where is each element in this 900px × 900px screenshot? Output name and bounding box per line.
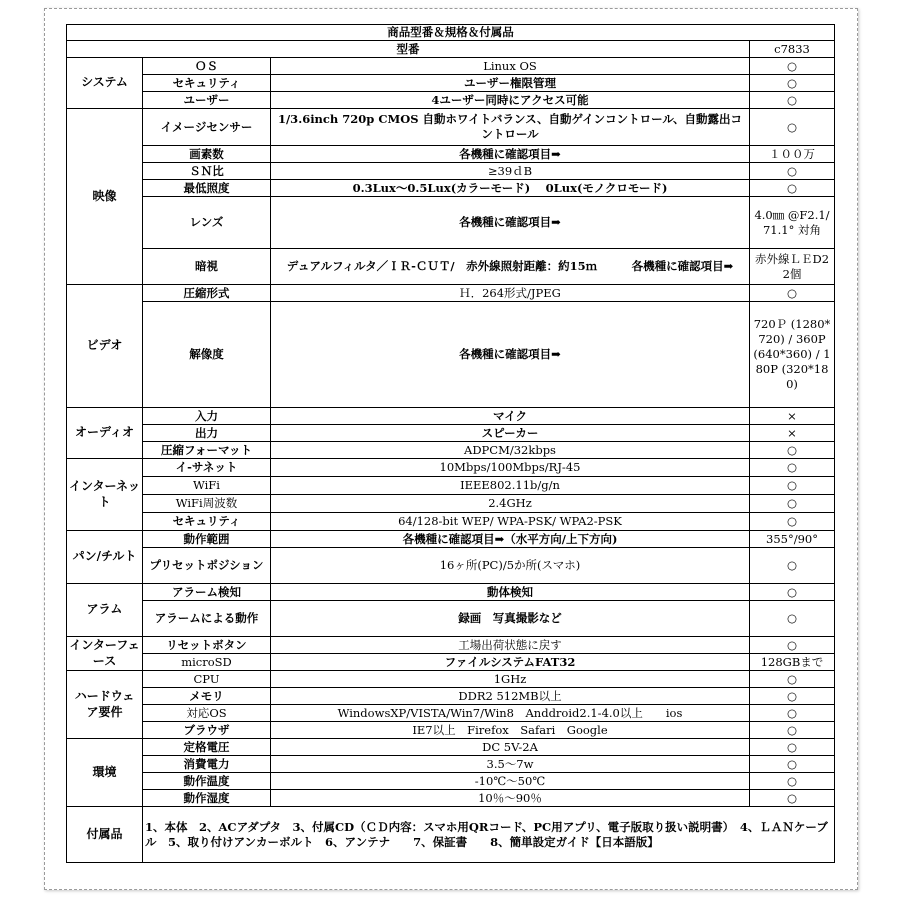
row-value: × (750, 425, 835, 442)
row-label: リセットボタン (143, 637, 271, 654)
row-label: イメージセンサー (143, 109, 271, 146)
row-value: ○ (750, 601, 835, 637)
row-spec: 2.4GHz (271, 495, 750, 513)
row-value: ○ (750, 790, 835, 807)
row-value: ○ (750, 58, 835, 75)
row-label: レンズ (143, 197, 271, 249)
table-row (67, 425, 835, 442)
row-spec: 各機種に確認項目➡ (271, 302, 750, 408)
row-value: 355°/90° (750, 531, 835, 548)
row-label: 圧縮形式 (143, 285, 271, 302)
row-value: １００万 (750, 146, 835, 163)
table-row (67, 773, 835, 790)
row-spec: DC 5V-2A (271, 739, 750, 756)
row-label: セキュリティ (143, 513, 271, 531)
row-value: ○ (750, 285, 835, 302)
row-value: ○ (750, 92, 835, 109)
table-title-row (67, 25, 835, 41)
row-spec: 10Mbps/100Mbps/RJ-45 (271, 459, 750, 477)
row-label: メモリ (143, 688, 271, 705)
row-label: イ-サネット (143, 459, 271, 477)
row-value: ○ (750, 739, 835, 756)
spec-table (66, 24, 835, 863)
table-row (67, 408, 835, 425)
row-label: CPU (143, 671, 271, 688)
row-spec: 4ユーザー同時にアクセス可能 (271, 92, 750, 109)
table-row (67, 671, 835, 688)
row-label: WiFi周波数 (143, 495, 271, 513)
row-spec: 3.5～7w (271, 756, 750, 773)
category-system: システム (67, 58, 143, 109)
table-title: 商品型番＆規格＆付属品 (67, 25, 835, 41)
table-row (67, 739, 835, 756)
accessories-text: 1、本体 2、ACアダプタ 3、付属CD（ＣＤ内容：スマホ用QRコード、PC用アプリ、電子版取り扱い説明書） 4、ＬＡＮケーブル 5、取り付けアンカーボルト 6、アンテナ 7、保証書 8、簡単設定ガイド【日本語版】 (143, 807, 835, 863)
row-value: ○ (750, 671, 835, 688)
row-label: アラームによる動作 (143, 601, 271, 637)
row-label: 定格電圧 (143, 739, 271, 756)
row-label: ユーザー (143, 92, 271, 109)
row-spec: マイク (271, 408, 750, 425)
row-value: ○ (750, 109, 835, 146)
category-accessories: 付属品 (67, 807, 143, 863)
row-label: プリセットポジション (143, 548, 271, 584)
row-spec: 1GHz (271, 671, 750, 688)
table-row (67, 790, 835, 807)
row-value: ○ (750, 477, 835, 495)
row-label: 入力 (143, 408, 271, 425)
category-alarm: アラム (67, 584, 143, 637)
row-value: ○ (750, 442, 835, 459)
row-label: 動作温度 (143, 773, 271, 790)
table-row (67, 705, 835, 722)
row-spec: 動体検知 (271, 584, 750, 601)
row-spec: ≥39ｄB (271, 163, 750, 180)
row-value: 128GBまで (750, 654, 835, 671)
row-label: 最低照度 (143, 180, 271, 197)
row-value: ○ (750, 163, 835, 180)
row-spec: 工場出荷状態に戻す (271, 637, 750, 654)
table-row (67, 285, 835, 302)
row-spec: 各機種に確認項目➡ (271, 146, 750, 163)
table-row (67, 163, 835, 180)
row-spec: 1/3.6inch 720p CMOS 自動ホワイトバランス、自動ゲインコントロール、自動露出コントロール (271, 109, 750, 146)
row-spec: ユーザー権限管理 (271, 75, 750, 92)
row-spec: 64/128-bit WEP/ WPA-PSK/ WPA2-PSK (271, 513, 750, 531)
table-row (67, 637, 835, 654)
row-value: ○ (750, 180, 835, 197)
row-spec: WindowsXP/VISTA/Win7/Win8 Anddroid2.1-4.0以上 ios (271, 705, 750, 722)
row-value: ○ (750, 495, 835, 513)
row-spec: 10％～90％ (271, 790, 750, 807)
row-value: ○ (750, 688, 835, 705)
table-row (67, 688, 835, 705)
category-video: ビデオ (67, 285, 143, 408)
row-spec: 各機種に確認項目➡ (271, 197, 750, 249)
row-value: ○ (750, 722, 835, 739)
table-row (67, 58, 835, 75)
row-label: 解像度 (143, 302, 271, 408)
row-spec: DDR2 512MB以上 (271, 688, 750, 705)
row-label: ブラウザ (143, 722, 271, 739)
row-value: 4.0㎜ @F2.1/71.1° 対角 (750, 197, 835, 249)
table-row (67, 75, 835, 92)
row-spec: -10℃～50℃ (271, 773, 750, 790)
row-label: microSD (143, 654, 271, 671)
table-row (67, 109, 835, 146)
row-spec: スピーカー (271, 425, 750, 442)
row-spec: 録画 写真撮影など (271, 601, 750, 637)
table-row (67, 601, 835, 637)
model-row (67, 41, 835, 58)
table-row (67, 513, 835, 531)
table-row (67, 548, 835, 584)
row-spec: Linux OS (271, 58, 750, 75)
row-spec: ファイルシステムFAT32 (271, 654, 750, 671)
row-label: ＳＮ比 (143, 163, 271, 180)
row-value: ○ (750, 637, 835, 654)
row-value: ○ (750, 756, 835, 773)
category-hardware: ハードウェア要件 (67, 671, 143, 739)
table-row (67, 807, 835, 863)
table-row (67, 495, 835, 513)
row-label: 出力 (143, 425, 271, 442)
row-spec: 各機種に確認項目➡（水平方向/上下方向) (271, 531, 750, 548)
table-row (67, 92, 835, 109)
table-row (67, 531, 835, 548)
category-pan-tilt: パン/チルト (67, 531, 143, 584)
row-value: × (750, 408, 835, 425)
category-audio: オーディオ (67, 408, 143, 459)
table-row (67, 722, 835, 739)
row-label: ＯＳ (143, 58, 271, 75)
row-value: ○ (750, 548, 835, 584)
table-row (67, 302, 835, 408)
row-spec: Ｈ．264形式/JPEG (271, 285, 750, 302)
category-image: 映像 (67, 109, 143, 285)
table-row (67, 459, 835, 477)
row-value: ○ (750, 459, 835, 477)
table-row (67, 180, 835, 197)
row-label: 画素数 (143, 146, 271, 163)
table-row (67, 197, 835, 249)
row-value: ○ (750, 705, 835, 722)
row-label: 対応OS (143, 705, 271, 722)
row-label: 動作範囲 (143, 531, 271, 548)
row-label: セキュリティ (143, 75, 271, 92)
table-row (67, 654, 835, 671)
row-label: 動作湿度 (143, 790, 271, 807)
row-value: ○ (750, 584, 835, 601)
row-spec: 16ヶ所(PC)/5か所(スマホ) (271, 548, 750, 584)
row-spec: IE7以上 Firefox Safari Google (271, 722, 750, 739)
row-value: 720Ｐ (1280*720) / 360P (640*360) / 180P (320*180) (750, 302, 835, 408)
table-row (67, 477, 835, 495)
row-label: 暗視 (143, 249, 271, 285)
row-label: アラーム検知 (143, 584, 271, 601)
model-value: c7833 (750, 41, 835, 58)
row-label: 圧縮フォーマット (143, 442, 271, 459)
category-interface: インターフェース (67, 637, 143, 671)
table-row (67, 146, 835, 163)
category-environment: 環境 (67, 739, 143, 807)
row-spec: IEEE802.11b/g/n (271, 477, 750, 495)
table-row (67, 584, 835, 601)
row-label: WiFi (143, 477, 271, 495)
table-row (67, 442, 835, 459)
table-row (67, 249, 835, 285)
model-label: 型番 (67, 41, 750, 58)
category-internet: インターネット (67, 459, 143, 531)
row-value: ○ (750, 773, 835, 790)
row-spec: デュアルフィルタ／ＩＲ-ＣＵＴ/ 赤外線照射距離：約15ｍ 各機種に確認項目➡ (271, 249, 750, 285)
row-label: 消費電力 (143, 756, 271, 773)
row-spec: 0.3Lux～0.5Lux(カラーモード) 0Lux(モノクロモード) (271, 180, 750, 197)
table-row (67, 756, 835, 773)
row-value: 赤外線ＬＥD22個 (750, 249, 835, 285)
row-value: ○ (750, 75, 835, 92)
row-value: ○ (750, 513, 835, 531)
row-spec: ADPCM/32kbps (271, 442, 750, 459)
